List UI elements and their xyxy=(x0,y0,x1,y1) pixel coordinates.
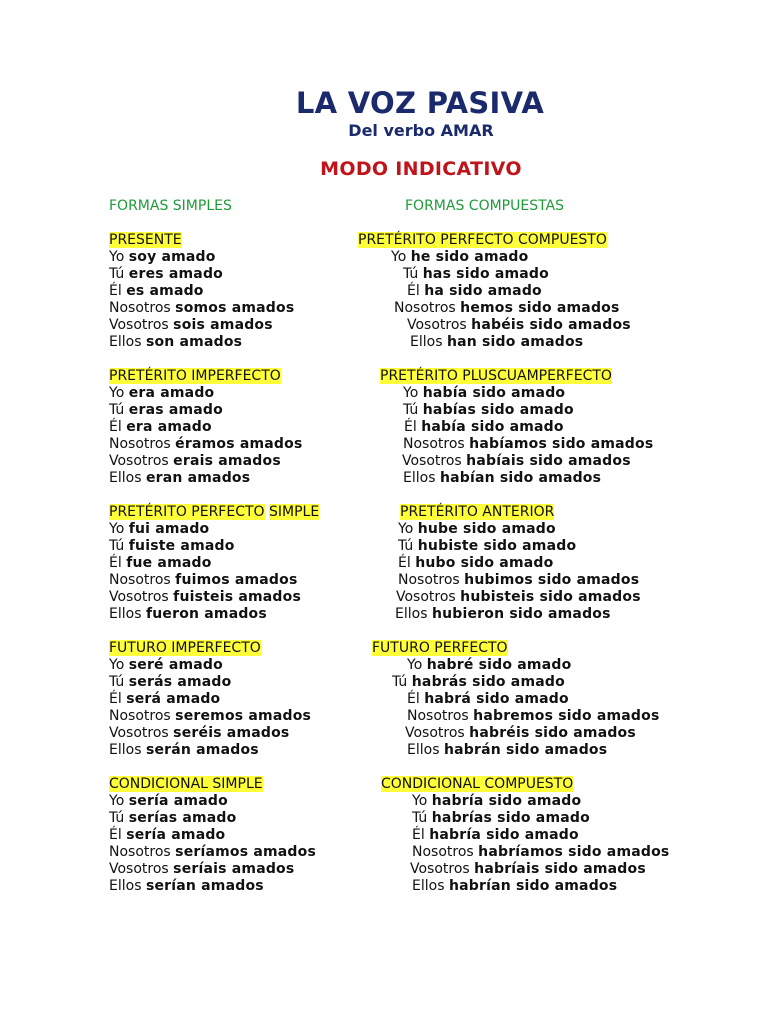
tense-label-part: FUTURO PERFECTO xyxy=(372,640,508,656)
tense-label-part: PRETÉRITO PERFECTO xyxy=(109,504,265,520)
conjugation-row xyxy=(109,436,302,453)
conjugation-row xyxy=(109,708,311,725)
verb-form: había sido amado xyxy=(421,419,564,435)
pronoun: Ellos xyxy=(407,742,440,758)
pronoun: Nosotros xyxy=(109,572,171,588)
verb-form: hubieron sido amados xyxy=(431,606,611,622)
verb-form: éramos amados xyxy=(175,436,303,452)
pronoun: Nosotros xyxy=(403,436,465,452)
verb-form: habrías sido amado xyxy=(431,810,590,826)
tense-label-part: PRETÉRITO PERFECTO COMPUESTO xyxy=(358,232,607,248)
verb-form: seréis amados xyxy=(173,725,290,741)
tense-label-part: PRETÉRITO IMPERFECTO xyxy=(109,368,281,384)
pronoun: Yo xyxy=(109,249,125,265)
pronoun: Ellos xyxy=(403,470,436,486)
verb-form: habrían sido amados xyxy=(448,878,618,894)
pronoun: Ellos xyxy=(412,878,445,894)
verb-form: había sido amado xyxy=(422,385,566,401)
conjugation-row xyxy=(403,402,574,419)
conjugation-row xyxy=(109,793,228,810)
conjugation-row xyxy=(403,470,601,487)
verb-form: eras amado xyxy=(128,402,223,418)
right-tense-label xyxy=(381,776,573,792)
verb-form: hubisteis sido amados xyxy=(460,589,641,605)
pronoun: Nosotros xyxy=(398,572,460,588)
verb-form: fuisteis amados xyxy=(173,589,302,605)
conjugation-row xyxy=(109,385,214,402)
conjugation-row xyxy=(402,453,631,470)
pronoun: Vosotros xyxy=(410,861,470,877)
verb-form: habías sido amado xyxy=(422,402,574,418)
pronoun: Tú xyxy=(403,402,419,418)
verb-form: era amado xyxy=(128,385,215,401)
verb-form: hemos sido amados xyxy=(460,300,620,316)
verb-form: hubiste sido amado xyxy=(417,538,577,554)
pronoun: Tú xyxy=(412,810,428,826)
tense-label-part: FUTURO IMPERFECTO xyxy=(109,640,261,656)
pronoun: Vosotros xyxy=(109,317,169,333)
conjugation-row xyxy=(412,810,590,827)
conjugation-row xyxy=(109,589,301,606)
verb-form: habíamos sido amados xyxy=(469,436,654,452)
conjugation-row xyxy=(109,300,294,317)
pronoun: Vosotros xyxy=(396,589,456,605)
conjugation-row xyxy=(109,419,212,436)
verb-form: han sido amados xyxy=(446,334,584,350)
tense-label-part: CONDICIONAL COMPUESTO xyxy=(381,776,574,792)
pronoun: Él xyxy=(109,283,122,299)
pronoun: Tú xyxy=(109,266,125,282)
conjugation-row xyxy=(398,521,556,538)
verb-form: habrás sido amado xyxy=(411,674,565,690)
pronoun: Ellos xyxy=(109,878,142,894)
pronoun: Nosotros xyxy=(407,708,469,724)
pronoun: Él xyxy=(109,419,122,435)
pronoun: Él xyxy=(407,283,420,299)
conjugation-row xyxy=(403,266,549,283)
conjugation-row xyxy=(407,317,631,334)
pronoun: Tú xyxy=(392,674,408,690)
verb-form: habíais sido amados xyxy=(466,453,631,469)
conjugation-row xyxy=(109,521,209,538)
pronoun: Ellos xyxy=(109,606,142,622)
conjugation-row xyxy=(410,334,583,351)
conjugation-row xyxy=(392,674,565,691)
pronoun: Él xyxy=(407,691,420,707)
conjugation-row xyxy=(407,742,607,759)
pronoun: Vosotros xyxy=(407,317,467,333)
conjugation-row xyxy=(412,878,617,895)
conjugation-row xyxy=(407,708,660,725)
tense-label-part: SIMPLE xyxy=(269,504,320,520)
conjugation-row xyxy=(109,878,264,895)
conjugation-row xyxy=(412,827,579,844)
verb-form: ha sido amado xyxy=(424,283,542,299)
verb-form: erais amados xyxy=(173,453,281,469)
verb-form: seremos amados xyxy=(175,708,312,724)
pronoun: Vosotros xyxy=(402,453,462,469)
pronoun: Vosotros xyxy=(109,453,169,469)
conjugation-row xyxy=(407,691,569,708)
right-tense-label xyxy=(400,504,554,520)
conjugation-row xyxy=(109,674,231,691)
pronoun: Él xyxy=(109,555,122,571)
verb-form: serán amados xyxy=(145,742,259,758)
conjugation-row xyxy=(109,572,297,589)
verb-form: seríamos amados xyxy=(175,844,317,860)
pronoun: Nosotros xyxy=(109,436,171,452)
pronoun: Ellos xyxy=(410,334,443,350)
conjugation-row xyxy=(407,657,571,674)
mode-heading: MODO INDICATIVO xyxy=(320,158,522,180)
pronoun: Yo xyxy=(109,385,125,401)
conjugation-row xyxy=(395,606,611,623)
conjugation-row xyxy=(109,606,267,623)
left-tense-label xyxy=(109,232,182,248)
verb-form: sería amado xyxy=(126,827,226,843)
verb-form: seré amado xyxy=(128,657,223,673)
conjugation-row xyxy=(109,402,223,419)
pronoun: Él xyxy=(109,827,122,843)
conjugation-row xyxy=(109,810,236,827)
verb-form: son amados xyxy=(145,334,243,350)
verb-form: serás amado xyxy=(128,674,232,690)
pronoun: Yo xyxy=(109,521,125,537)
tense-label-part: PRETÉRITO ANTERIOR xyxy=(400,504,555,520)
pronoun: Tú xyxy=(398,538,414,554)
pronoun: Nosotros xyxy=(109,708,171,724)
pronoun: Él xyxy=(109,691,122,707)
pronoun: Yo xyxy=(407,657,423,673)
pronoun: Vosotros xyxy=(405,725,465,741)
verb-form: serías amado xyxy=(128,810,237,826)
conjugation-row xyxy=(109,266,223,283)
verb-form: habríais sido amados xyxy=(474,861,646,877)
conjugation-row xyxy=(109,453,281,470)
conjugation-row xyxy=(398,555,553,572)
left-column-heading: FORMAS SIMPLES xyxy=(109,198,232,214)
conjugation-row xyxy=(410,861,646,878)
pronoun: Él xyxy=(412,827,425,843)
verb-form: habían sido amados xyxy=(439,470,602,486)
verb-form: fui amado xyxy=(128,521,210,537)
verb-form: hube sido amado xyxy=(417,521,556,537)
conjugation-row xyxy=(396,589,641,606)
pronoun: Yo xyxy=(403,385,419,401)
tense-label-part: PRETÉRITO PLUSCUAMPERFECTO xyxy=(380,368,612,384)
conjugation-row xyxy=(109,470,250,487)
pronoun: Nosotros xyxy=(109,300,171,316)
conjugation-row xyxy=(109,283,204,300)
verb-form: habéis sido amados xyxy=(471,317,631,333)
pronoun: Él xyxy=(398,555,411,571)
verb-form: eres amado xyxy=(128,266,223,282)
pronoun: Yo xyxy=(398,521,414,537)
conjugation-row xyxy=(109,249,216,266)
verb-form: fueron amados xyxy=(145,606,267,622)
conjugation-row xyxy=(109,725,289,742)
conjugation-row xyxy=(412,793,581,810)
left-tense-label xyxy=(109,640,261,656)
verb-form: somos amados xyxy=(175,300,295,316)
pronoun: Yo xyxy=(412,793,428,809)
pronoun: Yo xyxy=(109,793,125,809)
conjugation-row xyxy=(405,725,636,742)
conjugation-row xyxy=(109,538,235,555)
conjugation-row xyxy=(109,742,259,759)
page-title: LA VOZ PASIVA xyxy=(295,86,545,120)
conjugation-row xyxy=(398,538,576,555)
pronoun: Yo xyxy=(391,249,407,265)
conjugation-row xyxy=(109,861,294,878)
pronoun: Vosotros xyxy=(109,589,169,605)
tense-label-part: PRESENTE xyxy=(109,232,182,248)
verb-form: serían amados xyxy=(145,878,264,894)
conjugation-row xyxy=(404,419,564,436)
verb-form: fuiste amado xyxy=(128,538,235,554)
left-tense-label xyxy=(109,504,319,520)
conjugation-row xyxy=(412,844,669,861)
pronoun: Él xyxy=(404,419,417,435)
pronoun: Tú xyxy=(109,538,125,554)
pronoun: Vosotros xyxy=(109,861,169,877)
verb-form: era amado xyxy=(126,419,212,435)
pronoun: Tú xyxy=(109,674,125,690)
conjugation-row xyxy=(109,334,242,351)
conjugation-row xyxy=(109,657,223,674)
conjugation-row xyxy=(394,300,620,317)
verb-form: es amado xyxy=(126,283,204,299)
pronoun: Ellos xyxy=(109,334,142,350)
verb-form: eran amados xyxy=(145,470,251,486)
pronoun: Tú xyxy=(109,810,125,826)
pronoun: Ellos xyxy=(109,742,142,758)
right-tense-label xyxy=(372,640,508,656)
conjugation-row xyxy=(109,691,220,708)
verb-form: fue amado xyxy=(126,555,212,571)
pronoun: Vosotros xyxy=(109,725,169,741)
right-tense-label xyxy=(358,232,607,248)
conjugation-row xyxy=(109,555,212,572)
verb-form: hubo sido amado xyxy=(415,555,554,571)
pronoun: Tú xyxy=(109,402,125,418)
left-tense-label xyxy=(109,776,263,792)
verb-form: habríamos sido amados xyxy=(478,844,670,860)
verb-form: habría sido amado xyxy=(429,827,579,843)
verb-form: será amado xyxy=(126,691,221,707)
verb-form: seríais amados xyxy=(173,861,295,877)
right-tense-label xyxy=(380,368,612,384)
verb-form: sería amado xyxy=(128,793,228,809)
pronoun: Nosotros xyxy=(109,844,171,860)
verb-form: habréis sido amados xyxy=(469,725,636,741)
verb-form: fuimos amados xyxy=(175,572,298,588)
conjugation-row xyxy=(109,317,273,334)
page-subtitle: Del verbo AMAR xyxy=(348,121,494,140)
pronoun: Yo xyxy=(109,657,125,673)
conjugation-row xyxy=(403,385,565,402)
conjugation-row xyxy=(407,283,542,300)
pronoun: Tú xyxy=(403,266,419,282)
pronoun: Ellos xyxy=(109,470,142,486)
conjugation-row xyxy=(403,436,653,453)
verb-form: he sido amado xyxy=(410,249,529,265)
right-column-heading: FORMAS COMPUESTAS xyxy=(405,198,565,214)
verb-form: habré sido amado xyxy=(426,657,572,673)
conjugation-row xyxy=(109,844,316,861)
verb-form: sois amados xyxy=(173,317,273,333)
conjugation-row xyxy=(398,572,639,589)
verb-form: habrán sido amados xyxy=(443,742,608,758)
verb-form: soy amado xyxy=(128,249,216,265)
verb-form: habría sido amado xyxy=(431,793,582,809)
left-tense-label xyxy=(109,368,281,384)
verb-form: has sido amado xyxy=(422,266,549,282)
verb-form: hubimos sido amados xyxy=(464,572,640,588)
tense-label-part: CONDICIONAL SIMPLE xyxy=(109,776,263,792)
verb-form: habremos sido amados xyxy=(473,708,660,724)
verb-form: habrá sido amado xyxy=(424,691,569,707)
conjugation-row xyxy=(109,827,225,844)
pronoun: Nosotros xyxy=(412,844,474,860)
pronoun: Nosotros xyxy=(394,300,456,316)
pronoun: Ellos xyxy=(395,606,428,622)
conjugation-row xyxy=(391,249,528,266)
